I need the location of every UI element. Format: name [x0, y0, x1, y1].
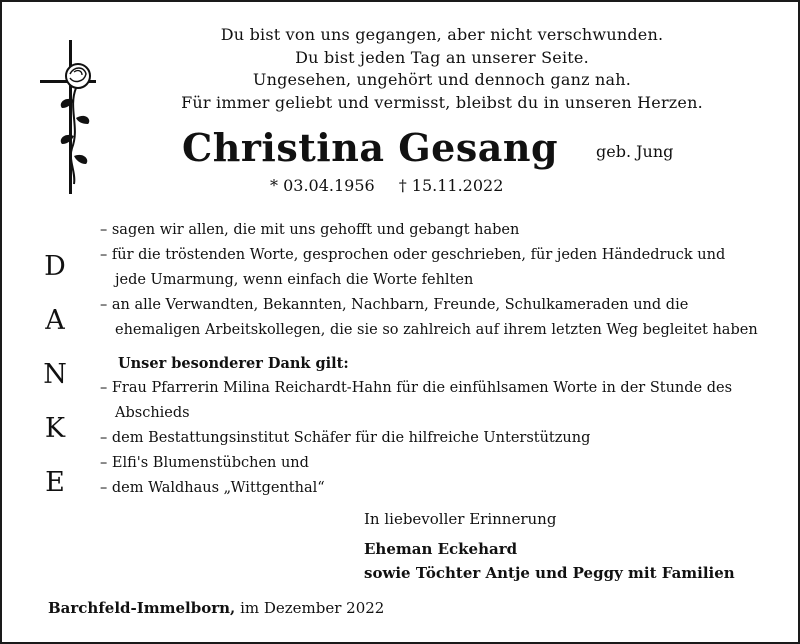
- special-line: – Elfi's Blumenstübchen und: [100, 455, 309, 471]
- danke-letter: K: [44, 413, 66, 444]
- family-signature: sowie Töchter Antje und Peggy mit Familien: [364, 564, 735, 582]
- remembrance-text: In liebevoller Erinnerung: [364, 510, 557, 528]
- danke-letter: A: [45, 305, 65, 336]
- thanks-line: ehemaligen Arbeitskollegen, die sie so zahlreich auf ihrem letzten Weg begleitet haben: [115, 322, 758, 338]
- special-line: – dem Bestattungsinstitut Schäfer für die hilfreiche Unterstützung: [100, 430, 591, 446]
- special-thanks-heading: Unser besonderer Dank gilt:: [118, 355, 349, 372]
- danke-letter: E: [45, 467, 65, 498]
- life-dates: [270, 176, 503, 195]
- poem-line: Für immer geliebt und vermisst, bleibst du in unseren Herzen.: [181, 92, 703, 112]
- place-date: [48, 599, 384, 617]
- birth-date: * 03.04.1956: [270, 176, 375, 195]
- memorial-poem: [122, 24, 762, 114]
- special-line: – Frau Pfarrerin Milina Reichardt-Hahn für die einfühlsamen Worte in der Stunde des: [100, 380, 733, 396]
- thanks-line: – sagen wir allen, die mit uns gehofft und gebangt haben: [100, 222, 520, 238]
- danke-letter: N: [43, 359, 67, 390]
- poem-line: Ungesehen, ungehört und dennoch ganz nah.: [252, 70, 632, 89]
- date: im Dezember 2022: [240, 599, 385, 617]
- special-line: – dem Waldhaus „Wittgenthal“: [100, 480, 325, 496]
- thanks-line: – für die tröstenden Worte, gesprochen oder geschrieben, für jeden Händedruck und: [100, 247, 726, 263]
- death-date: † 15.11.2022: [398, 176, 504, 195]
- thanks-line: jede Umarmung, wenn einfach die Worte fehlten: [115, 272, 474, 288]
- poem-line: Du bist von uns gegangen, aber nicht verschwunden.: [220, 25, 664, 44]
- deceased-name: Christina Gesang: [182, 125, 559, 170]
- poem-line: Du bist jeden Tag an unserer Seite.: [295, 47, 589, 67]
- birth-name: geb. Jung: [596, 142, 674, 161]
- special-line: Abschieds: [115, 405, 190, 421]
- husband-signature: Eheman Eckehard: [364, 540, 518, 558]
- name-row: [182, 122, 742, 174]
- danke-letter: D: [44, 251, 66, 282]
- thanks-line: – an alle Verwandten, Bekannten, Nachbarn, Freunde, Schulkameraden und die: [100, 297, 689, 313]
- place: Barchfeld-Immelborn,: [48, 599, 236, 617]
- danke-vertical: [38, 240, 72, 510]
- cross-with-rose-icon: [38, 38, 98, 196]
